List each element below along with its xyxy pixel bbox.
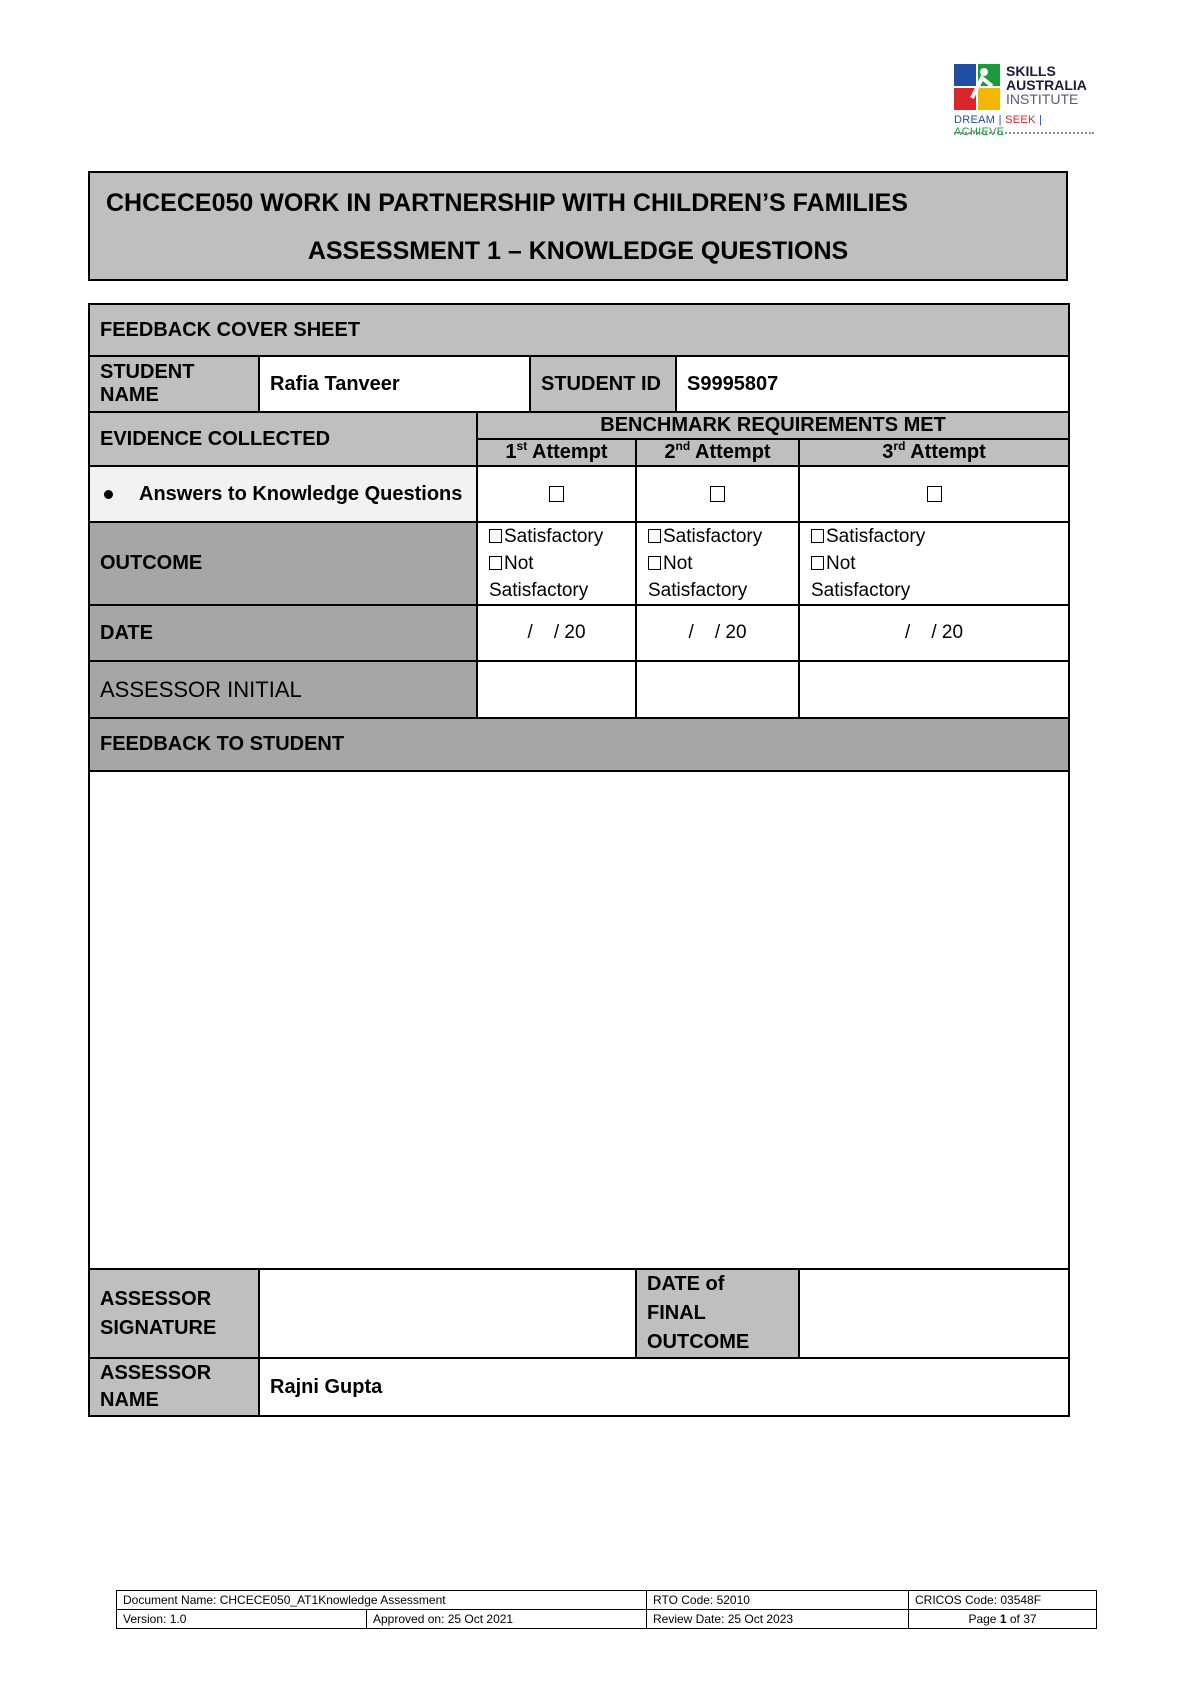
attempt-1-satisfactory-checkbox[interactable] bbox=[489, 529, 502, 543]
document-footer bbox=[116, 1590, 1097, 1629]
assessor-signature-field[interactable] bbox=[259, 1269, 636, 1358]
student-name-label: STUDENT NAME bbox=[89, 356, 259, 412]
student-id-label: STUDENT ID bbox=[530, 356, 676, 412]
feedback-cover-sheet-table bbox=[88, 303, 1070, 1417]
outcome-label: OUTCOME bbox=[89, 522, 477, 605]
attempt-3-satisfactory-checkbox[interactable] bbox=[811, 529, 824, 543]
attempt-2-header bbox=[636, 439, 799, 466]
student-name-value[interactable]: Rafia Tanveer bbox=[259, 356, 530, 412]
attempt-2-evidence-cell bbox=[636, 466, 799, 522]
attempt-1-date[interactable]: / / 20 bbox=[477, 605, 636, 661]
assessor-name-label-line2: NAME bbox=[100, 1389, 159, 1411]
document-title-box bbox=[88, 171, 1068, 281]
logo-line3: INSTITUTE bbox=[1006, 91, 1079, 107]
attempt-3-date[interactable]: / / 20 bbox=[799, 605, 1069, 661]
footer-approved-date: Approved on: 25 Oct 2021 bbox=[367, 1610, 647, 1629]
attempt-1-assessor-initial[interactable] bbox=[477, 661, 636, 718]
attempt-1-label: Attempt bbox=[532, 441, 608, 463]
date-final-outcome-label bbox=[636, 1269, 799, 1358]
date-final-line3: OUTCOME bbox=[647, 1331, 750, 1353]
attempt-1-sup: st bbox=[516, 439, 528, 453]
date-final-line1: DATE of bbox=[647, 1273, 725, 1295]
attempt-3-sup: rd bbox=[893, 439, 906, 453]
footer-review-date: Review Date: 25 Oct 2023 bbox=[647, 1610, 909, 1629]
page-mid: of bbox=[1006, 1612, 1024, 1626]
unit-title: CHCECE050 WORK IN PARTNERSHIP WITH CHILDREN’S FAMILIES bbox=[106, 189, 908, 217]
feedback-to-student-label: FEEDBACK TO STUDENT bbox=[89, 718, 1069, 771]
satisfactory-label: Satisfactory bbox=[504, 526, 604, 547]
attempt-2-satisfactory-checkbox[interactable] bbox=[648, 529, 661, 543]
evidence-item bbox=[89, 466, 477, 522]
attempt-2-date[interactable]: / / 20 bbox=[636, 605, 799, 661]
tag-seek: SEEK bbox=[1005, 114, 1036, 126]
footer-version: Version: 1.0 bbox=[117, 1610, 367, 1629]
not-satisfactory-label: Satisfactory bbox=[648, 580, 748, 601]
attempt-2-evidence-checkbox[interactable] bbox=[710, 486, 725, 502]
bullet-icon bbox=[104, 490, 113, 499]
not-label: Not bbox=[663, 553, 693, 574]
attempt-3-label: Attempt bbox=[910, 441, 986, 463]
assessor-signature-label-line1: ASSESSOR bbox=[100, 1287, 212, 1310]
date-final-outcome-field[interactable] bbox=[799, 1269, 1069, 1358]
footer-cricos-code: CRICOS Code: 03548F bbox=[909, 1591, 1097, 1610]
assessor-name-value[interactable]: Rajni Gupta bbox=[259, 1358, 1069, 1416]
attempt-2-not-satisfactory-checkbox[interactable] bbox=[648, 556, 661, 570]
not-satisfactory-label: Satisfactory bbox=[811, 580, 911, 601]
assessment-title: ASSESSMENT 1 – KNOWLEDGE QUESTIONS bbox=[307, 237, 849, 265]
logo-divider bbox=[954, 132, 1094, 136]
benchmark-requirements-label: BENCHMARK REQUIREMENTS MET bbox=[477, 412, 1069, 439]
assessor-signature-label bbox=[89, 1269, 259, 1358]
attempt-1-evidence-cell bbox=[477, 466, 636, 522]
tag-dream: DREAM bbox=[954, 114, 996, 126]
logo-mark-icon bbox=[954, 64, 1000, 110]
feedback-cover-sheet-heading: FEEDBACK COVER SHEET bbox=[89, 304, 1069, 356]
attempt-3-header bbox=[799, 439, 1069, 466]
attempt-1-outcome bbox=[477, 522, 636, 605]
tag-achieve: ACHIEVE bbox=[954, 126, 1005, 138]
attempt-1-not-satisfactory-checkbox[interactable] bbox=[489, 556, 502, 570]
logo-line1: SKILLS bbox=[1006, 63, 1056, 79]
attempt-2-num: 2 bbox=[664, 441, 676, 463]
student-id-value[interactable]: S9995807 bbox=[676, 356, 1069, 412]
attempt-3-not-satisfactory-checkbox[interactable] bbox=[811, 556, 824, 570]
footer-document-name: Document Name: CHCECE050_AT1Knowledge Assessment bbox=[117, 1591, 647, 1610]
assessor-initial-label: ASSESSOR INITIAL bbox=[89, 661, 477, 718]
attempt-1-evidence-checkbox[interactable] bbox=[549, 486, 564, 502]
attempt-1-header bbox=[477, 439, 636, 466]
logo-line2: AUSTRALIA bbox=[1006, 77, 1087, 93]
attempt-3-outcome bbox=[799, 522, 1069, 605]
attempt-2-label: Attempt bbox=[695, 441, 771, 463]
attempt-3-evidence-checkbox[interactable] bbox=[927, 486, 942, 502]
not-label: Not bbox=[504, 553, 534, 574]
attempt-2-outcome bbox=[636, 522, 799, 605]
feedback-text-area[interactable] bbox=[89, 771, 1069, 1269]
assessor-name-label-line1: ASSESSOR bbox=[100, 1362, 212, 1384]
date-label: DATE bbox=[89, 605, 477, 661]
attempt-3-assessor-initial[interactable] bbox=[799, 661, 1069, 718]
evidence-item-label: Answers to Knowledge Questions bbox=[139, 482, 463, 505]
page-prefix: Page bbox=[968, 1612, 1000, 1626]
satisfactory-label: Satisfactory bbox=[663, 526, 763, 547]
evidence-collected-label: EVIDENCE COLLECTED bbox=[89, 412, 477, 466]
attempt-3-num: 3 bbox=[882, 441, 894, 463]
attempt-2-sup: nd bbox=[675, 439, 691, 453]
attempt-1-num: 1 bbox=[505, 441, 517, 463]
footer-rto-code: RTO Code: 52010 bbox=[647, 1591, 909, 1610]
not-satisfactory-label: Satisfactory bbox=[489, 580, 589, 601]
footer-page-number bbox=[909, 1610, 1097, 1629]
satisfactory-label: Satisfactory bbox=[826, 526, 926, 547]
assessor-name-label bbox=[89, 1358, 259, 1416]
page-current: 1 bbox=[999, 1612, 1007, 1626]
attempt-3-evidence-cell bbox=[799, 466, 1069, 522]
logo-tagline: DREAM | SEEK | ACHIEVE bbox=[954, 114, 1043, 138]
page-total: 37 bbox=[1023, 1612, 1037, 1626]
assessor-signature-label-line2: SIGNATURE bbox=[100, 1316, 217, 1339]
date-final-line2: FINAL bbox=[647, 1302, 706, 1324]
not-label: Not bbox=[826, 553, 856, 574]
attempt-2-assessor-initial[interactable] bbox=[636, 661, 799, 718]
institute-logo bbox=[954, 62, 1094, 140]
